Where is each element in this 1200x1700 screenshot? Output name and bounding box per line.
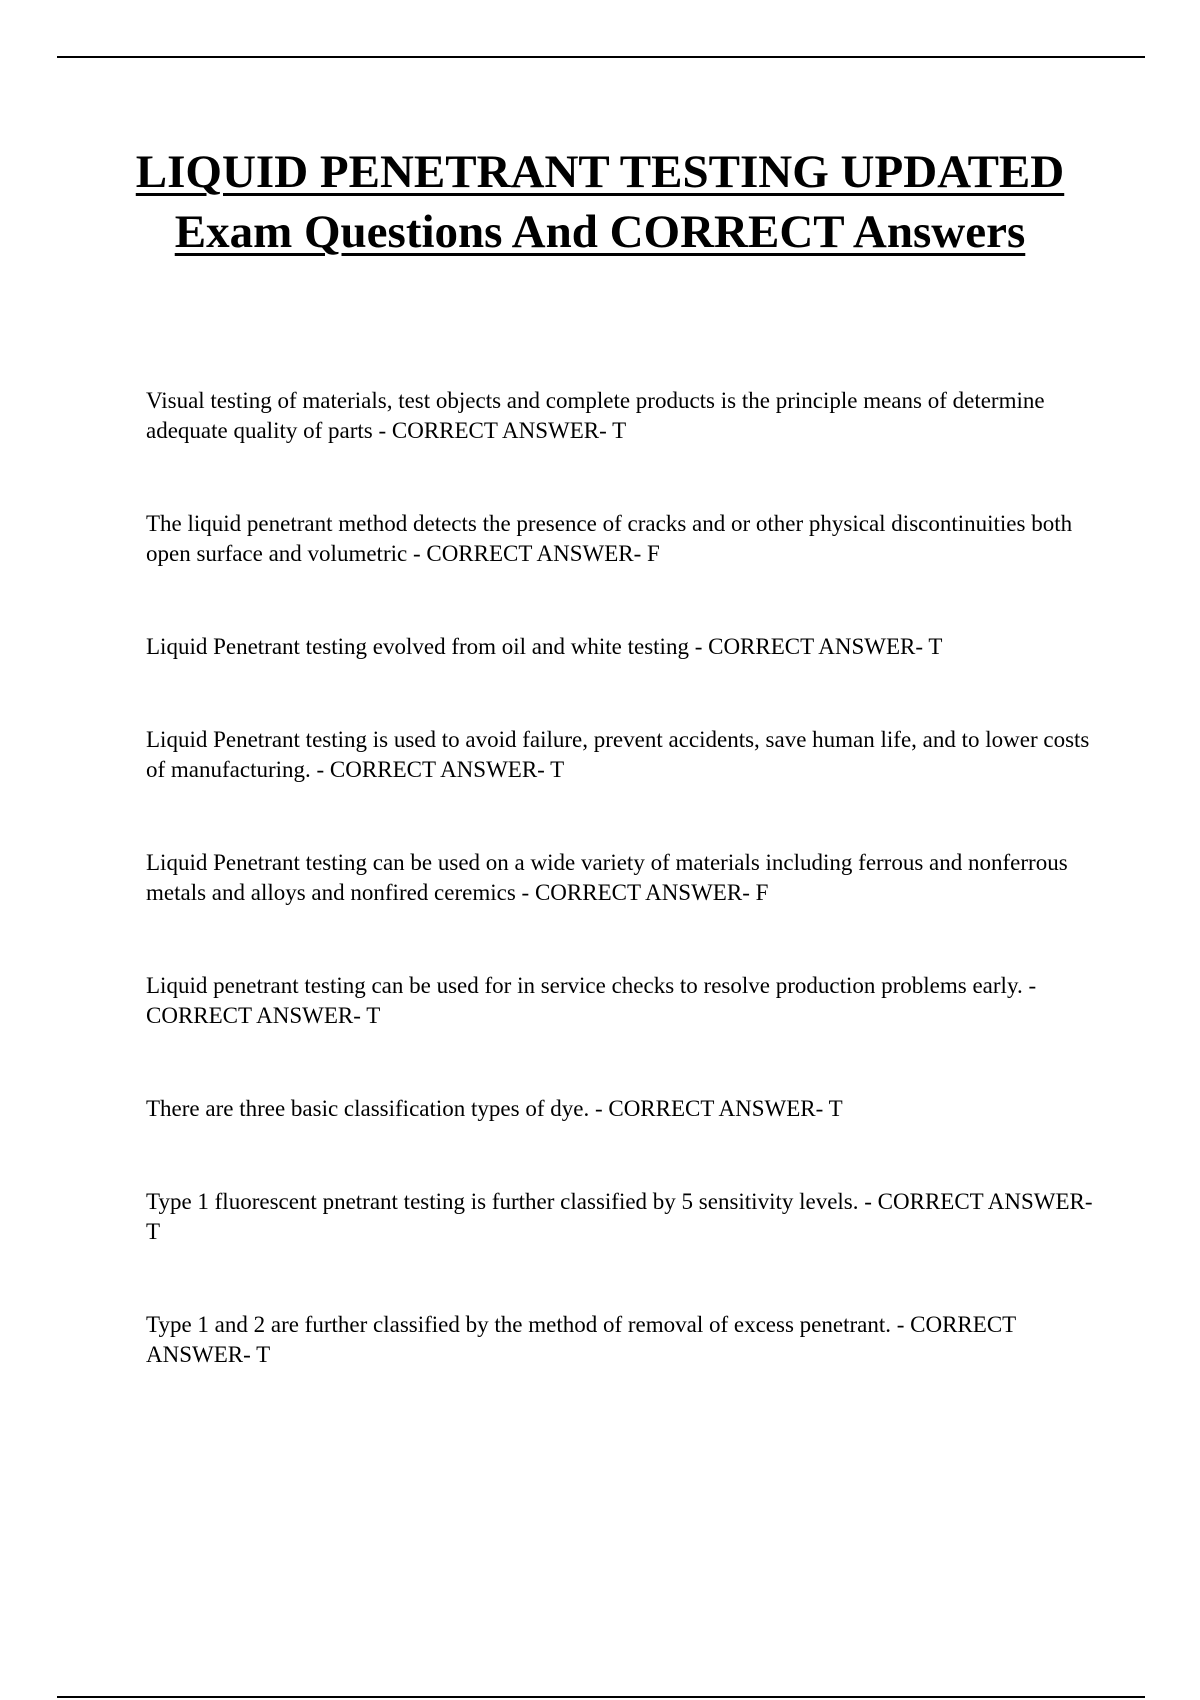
question-item: Type 1 fluorescent pnetrant testing is further classified by 5 sensitivity levels. - CORRECT ANSWER- T bbox=[146, 1189, 1093, 1244]
bottom-divider bbox=[57, 1696, 1145, 1698]
top-divider bbox=[57, 56, 1145, 58]
question-item: Liquid Penetrant testing is used to avoid failure, prevent accidents, save human life, and to lower costs of manufacturing. - CORRECT ANSWER- T bbox=[146, 727, 1090, 782]
question-item: The liquid penetrant method detects the presence of cracks and or other physical discontinuities both open surface and volumetric - CORRECT ANSWER- F bbox=[146, 511, 1073, 566]
question-item: Visual testing of materials, test objects and complete products is the principle means of determine adequate quality of parts - CORRECT ANSWER- T bbox=[146, 388, 1045, 443]
question-item: Liquid Penetrant testing evolved from oil and white testing - CORRECT ANSWER- T bbox=[146, 634, 943, 659]
question-item: Liquid penetrant testing can be used for in service checks to resolve production problems early. - CORRECT ANSWER- T bbox=[146, 973, 1037, 1028]
question-item: Liquid Penetrant testing can be used on a wide variety of materials including ferrous and nonferrous metals and alloys and nonfired ceremics - CORRECT ANSWER- F bbox=[146, 850, 1068, 905]
question-list bbox=[146, 386, 1096, 1433]
document-title: LIQUID PENETRANT TESTING UPDATED Exam Questions And CORRECT Answers bbox=[135, 146, 1065, 258]
question-item: There are three basic classification types of dye. - CORRECT ANSWER- T bbox=[146, 1096, 843, 1121]
question-item: Type 1 and 2 are further classified by the method of removal of excess penetrant. - CORRECT ANSWER- T bbox=[146, 1312, 1016, 1367]
